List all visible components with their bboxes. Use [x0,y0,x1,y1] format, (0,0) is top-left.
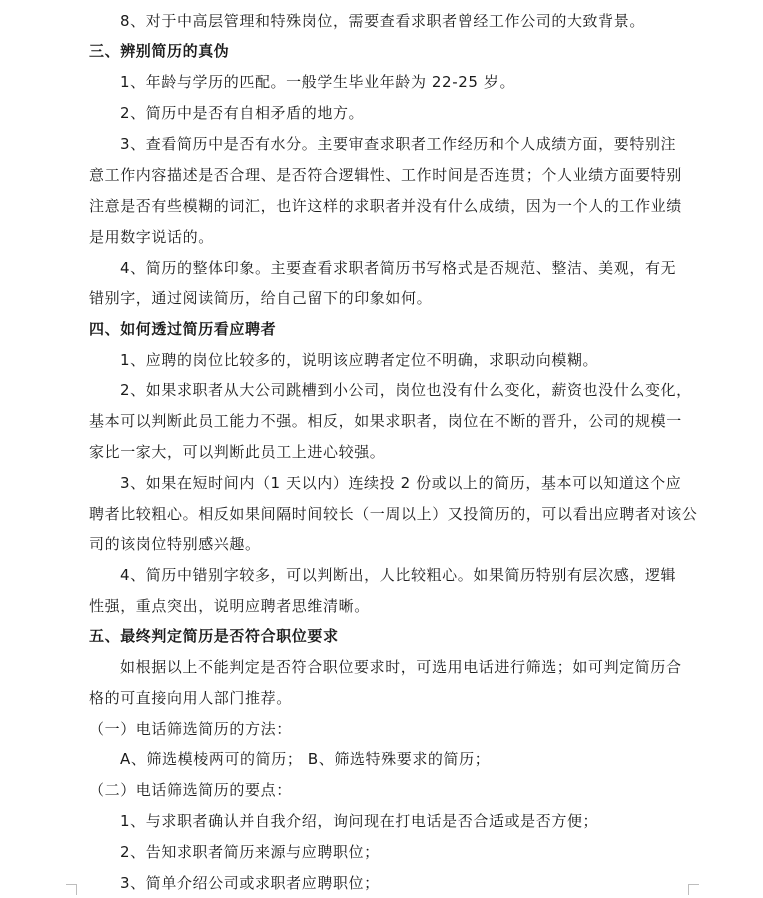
list-item: 1、年龄与学历的匹配。一般学生毕业年龄为 22-25 岁。 [120,73,516,91]
list-item: 4、简历的整体印象。主要查看求职者简历书写格式是否规范、整洁、美观，有无 [120,259,677,277]
paragraph-line: 聘者比较粗心。相反如果间隔时间较长（一周以上）又投简历的，可以看出应聘者对该公 [89,505,698,523]
list-item: 2、如果求职者从大公司跳槽到小公司，岗位也没有什么变化，薪资也没什么变化， [120,381,692,399]
paragraph-line: 注意是否有些模糊的词汇，也许这样的求职者并没有什么成绩，因为一个人的工作业绩 [89,197,682,215]
list-item: 1、与求职者确认并自我介绍，询问现在打电话是否合适或是否方便； [120,812,599,830]
list-item: 3、查看简历中是否有水分。主要审查求职者工作经历和个人成绩方面，要特别注 [120,135,677,153]
list-item: 3、如果在短时间内（1 天以内）连续投 2 份或以上的简历，基本可以知道这个应 [120,474,682,492]
list-item: 4、简历中错别字较多，可以判断出，人比较粗心。如果简历特别有层次感，逻辑 [120,566,677,584]
list-item: 1、应聘的岗位比较多的，说明该应聘者定位不明确，求职动向模糊。 [120,351,599,369]
section-heading: 四、如何透过简历看应聘者 [89,320,277,338]
list-item: A、筛选模棱两可的简历； B、筛选特殊要求的简历； [120,750,491,768]
paragraph-line: 基本可以判断此员工能力不强。相反，如果求职者，岗位在不断的晋升，公司的规模一 [89,412,682,430]
subsection-heading: （二）电话筛选简历的要点： [89,781,292,799]
paragraph-line: 格的可直接向用人部门推荐。 [89,689,292,707]
paragraph-line: 8、对于中高层管理和特殊岗位，需要查看求职者曾经工作公司的大致背景。 [120,12,645,30]
list-item: 2、告知求职者简历来源与应聘职位； [120,843,380,861]
subsection-heading: （一）电话筛选简历的方法： [89,720,292,738]
paragraph-line: 错别字，通过阅读简历，给自己留下的印象如何。 [89,289,433,307]
paragraph-line: 是用数字说话的。 [89,228,214,246]
margin-corner-mark [688,884,699,895]
margin-corner-mark [66,884,77,895]
section-heading: 五、最终判定简历是否符合职位要求 [89,627,339,645]
paragraph-line: 司的该岗位特别感兴趣。 [89,535,261,553]
list-item: 3、简单介绍公司或求职者应聘职位； [120,874,380,892]
paragraph-line: 意工作内容描述是否合理、是否符合逻辑性、工作时间是否连贯；个人业绩方面要特别 [89,166,682,184]
paragraph-line: 性强，重点突出，说明应聘者思维清晰。 [89,597,370,615]
section-heading: 三、辨别简历的真伪 [89,42,230,60]
paragraph-line: 如根据以上不能判定是否符合职位要求时，可选用电话进行筛选；如可判定简历合 [120,658,682,676]
list-item: 2、简历中是否有自相矛盾的地方。 [120,104,365,122]
paragraph-line: 家比一家大，可以判断此员工上进心较强。 [89,443,386,461]
